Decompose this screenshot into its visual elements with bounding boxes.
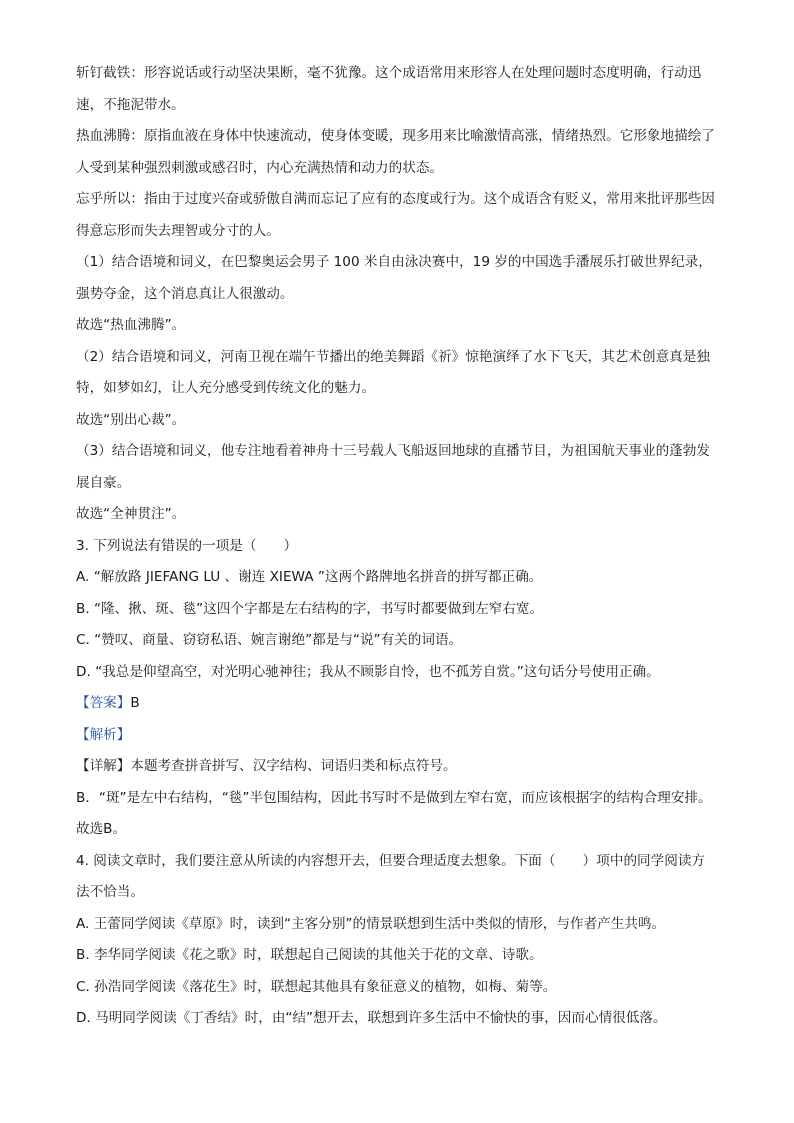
question-3-option-b: B. “隆、揪、斑、毯”这四个字都是左右结构的字，书写时都要做到左窄右宽。 — [76, 600, 544, 617]
analysis-line — [76, 720, 718, 752]
question-3-option-c: C. “赞叹、商量、窃窃私语、婉言谢绝”都是与“说”有关的词语。 — [76, 632, 463, 648]
text-line: （2）结合语境和词义，河南卫视在端午节播出的绝美舞蹈《祈》惊艳演绎了水下飞天，其艺术创意真是独特，如梦如幻，让人充分感受到传统文化的魅力。 — [76, 348, 710, 396]
question-4-option-a: A. 王蕾同学阅读《草原》时，读到“主客分别”的情景联想到生活中类似的情形，与作者产生共鸣。 — [76, 915, 666, 932]
text-line: 故选“别出心裁”。 — [76, 411, 186, 428]
text-line: （1）结合语境和词义，在巴黎奥运会男子 100 米自由泳决赛中，19 岁的中国选手潘展乐打破世界纪录，强势夺金，这个消息真让人很激动。 — [76, 254, 712, 302]
question-3-option-a: A. “解放路 JIEFANG LU 、谢连 XIEWA ”这两个路牌地名拼音的拼写都正确。 — [76, 569, 543, 585]
answer-tag: 【答案】 — [76, 695, 131, 711]
explanation-text: B．“斑”是左中右结构，“毯”半包围结构，因此书写时不是做到左窄右宽，而应该根据字的结构合理安排。 — [76, 789, 712, 806]
text-line: 故选“热血沸腾”。 — [76, 317, 186, 333]
question-4-option-b: B. 李华同学阅读《花之歌》时，联想起自己阅读的其他关于花的文章、诗歌。 — [76, 947, 543, 963]
question-4-stem: 4. 阅读文章时，我们要注意从所读的内容想开去，但要合理适度去想象。下面（ ）项中的同学阅读方法不恰当。 — [76, 852, 706, 900]
text-line: 忘乎所以：指由于过度兴奋或骄傲自满而忘记了应有的态度或行为。这个成语含有贬义，常用来批评那些因得意忘形而失去理智或分寸的人。 — [76, 191, 715, 239]
detail-line — [76, 751, 718, 783]
detail-tag: 【详解】 — [76, 758, 131, 774]
question-3-stem: 3. 下列说法有错误的一项是（ ） — [76, 537, 298, 554]
question-3-option-d: D. “我总是仰望高空，对光明心驰神往；我从不顾影自怜，也不孤芳自赏。”这句话分号使用正确。 — [76, 663, 660, 680]
question-4-option-c: C. 孙浩同学阅读《落花生》时，联想起其他具有象征意义的植物，如梅、菊等。 — [76, 978, 557, 995]
explanation-conclusion: 故选B。 — [76, 821, 127, 837]
text-line: （3）结合语境和词义，他专注地看着神舟十三号载人飞船返回地球的直播节目，为祖国航天事业的蓬勃发展自豪。 — [76, 443, 710, 491]
analysis-tag: 【解析】 — [76, 726, 131, 743]
question-4-option-d: D. 马明同学阅读《丁香结》时，由“结”想开去，联想到许多生活中不愉快的事，因而心情很低落。 — [76, 1010, 667, 1026]
text-line: 故选“全神贯注”。 — [76, 506, 186, 522]
answer-line — [76, 688, 718, 720]
text-line: 斩钉截铁：形容说话或行动坚决果断，毫不犹豫。这个成语常用来形容人在处理问题时态度明确，行动迅速，不拖泥带水。 — [76, 65, 702, 113]
text-line: 热血沸腾：原指血液在身体中快速流动，使身体变暖，现多用来比喻激情高涨，情绪热烈。它形象地描绘了人受到某种强烈刺激或感召时，内心充满热情和动力的状态。 — [76, 128, 715, 176]
answer-value: B — [130, 695, 140, 711]
detail-text: 本题考查拼音拼写、汉字结构、词语归类和标点符号。 — [130, 758, 457, 774]
